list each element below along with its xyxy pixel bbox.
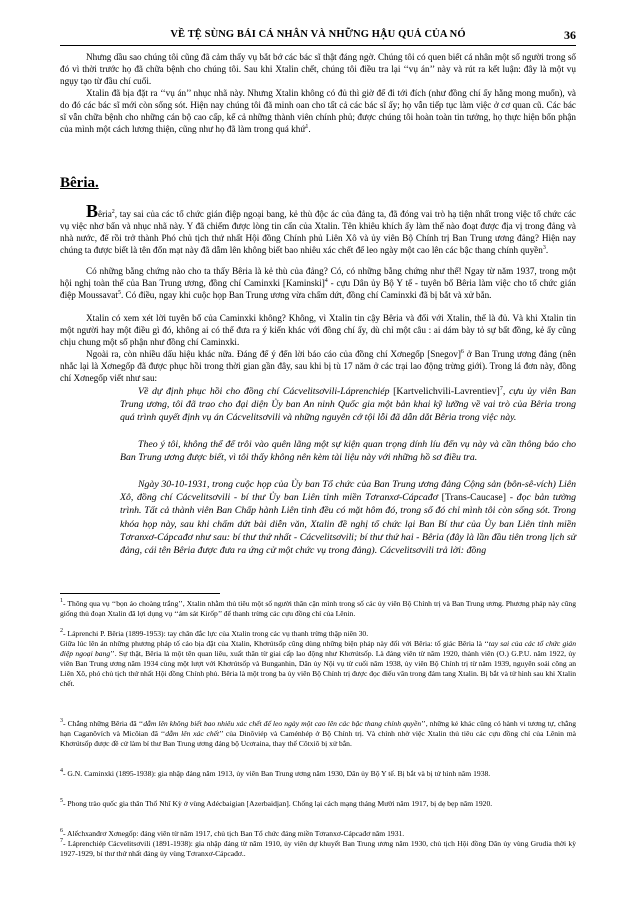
footnote-6: $^6$- Alếchxanđrơ Xơnegốp: đảng viên từ năm 1917, chủ tịch Ban Tổ chức đảng miền Tơranxơ-Cápcađơ năm 1931. [60,828,405,838]
footnote-2: $^2$- Láprenchi P. Bêria (1899-1953): tay chân đắc lực của Xtalin trong các vụ thanh trừng thập niên 30. Giữa lúc lên án những phương pháp tố cáo bịa đặt của Xtalin, Khơrútsốp cũng dùng những biện pháp này đối với Bêria: tố giác Bêria là ‘‘tay sai của các tổ chức gián điệp ngoại bang’’. Sự thật, Bêria là một tên quan liêu, xuất thân từ giai cấp lao động như Khơrútsốp. Là đảng viên từ năm 1920, thành viên (O.) G.P.U. năm 1922, ủy viên Ban Trung ương năm 1934 cùng một lượt với Khơrútsốp và Bunganhin, Dân ủy Nội vụ từ cuối năm 1938, ủy viên Bộ Chính trị từ năm 1939, nguyên soái công an Liên Xô, phó chủ tịch thứ nhất Hội đồng Chính phủ. Bêria là một trong ba ủy viên Bộ Chính trị được đọc điếu văn trong đám tang Xtalin. Bị bắt và tử hình sau khi Xtalin chết. [60,628,576,688]
drop-cap: B [86,201,99,221]
paragraph-4: Có những bằng chứng nào cho ta thấy Bêria là kẻ thù của đảng? Có, có những bằng chứng như thế! Ngay từ năm 1937, trong một hội nghị toàn thể của Ban Trung ương, đồng chí Caminxki [Kaminski]$^4$ - cựu Dân ủy Bộ Y tế - tuyên bố Bêria làm việc cho tổ chức gián điệp Moussavat$^5$. Có điều, ngay khi cuộc họp Ban Trung ương vừa chấm dứt, đồng chí Caminxki đã bị bắt và xử bắn. [60,266,576,300]
page-number: 36 [564,28,576,42]
header-rule [60,45,576,46]
footnote-3: $^3$- Chẳng những Bêria đã ‘‘dẫm lên không biết bao nhiêu xác chết để leo ngày một cao lên các bậc thang chính quyền’’, những kẻ khác cũng có hành vi tương tự, chẳng hạn Caganôvích và Micôian đã ‘‘dẫm lên xác chết’’ của Dinôviép và Caménhép ở Bộ Chính trị. Và chính nhờ việc Xtalin thủ tiêu các cựu đồng chí của Lênin mà Khơrútsốp được đề cử làm bí thư Ban Trung ương đảng bộ Ucơraina, thay thế Côtxiô bị xử bắn. [60,718,576,748]
footnote-7: $^7$- Láprenchiép Cácvelitsơvili (1891-1938): gia nhập đảng từ năm 1910, ủy viên dự khuyết Ban Trung ương năm 1930, chủ tịch Hội đồng Dân ủy vùng Grudia thời kỳ 1927-1929, bí thư thứ nhất đảng ủy vùng Tơranxơ-Cápcađơ.. [60,838,576,858]
paragraph-2: Xtalin đã bịa đặt ra ‘‘vụ án’’ nhục nhã này. Nhưng Xtalin không có đủ thì giờ để đi tới đích (như đồng chí ấy hằng mong muốn), và do đó các bác sĩ mới còn sống sót. Hiện nay chúng tôi đã minh oan cho tất cả các bác sĩ ấy; họ vẫn tiếp tục làm việc ở cơ quan cũ. Các bác sĩ vẫn chữa bệnh cho những cán bộ cao cấp, kể cả những thành viên chính phủ; được chúng tôi hoàn toàn tin tưởng, họ thực hiện bổn phận của mình một cách lương thiện, cũng như họ đã làm trong quá khứ$^1$. [60,88,576,134]
paragraph-6: Ngoài ra, còn nhiều dấu hiệu khác nữa. Đáng để ý đến lời báo cáo của đồng chí Xơnegốp [Snegov]$^6$ ở Ban Trung ương đảng (nên nhắc lại là Xơnegốp đã được phục hồi trong thời gian gần đây, sau khi bị tù 17 năm ở các trại lao động trừng giới). Trong lá đơn này, đồng chí Xơnegốp viết như sau: [60,349,576,383]
paragraph-5: Xtalin có xem xét lời tuyên bố của Caminxki không? Không, vì Xtalin tin cậy Bêria và đối với Xtalin, thế là đủ. Và khi Xtalin tin một người hay một điều gì đó, không ai có thể đưa ra ý kiến khác với đồng chí ấy, dù chỉ một câu : ai dám bày tỏ sự bất đồng, kẻ ấy cũng chịu chung một số phận như đồng chí Caminxki. [60,313,576,347]
footnote-rule [60,593,220,594]
section-heading: Bêria. [60,175,99,191]
quote-paragraph-2: Theo ý tôi, không thể để trôi vào quên lãng một sự kiện quan trọng dính líu đến vụ này và cần thông báo cho Ban Trung ương được biết, vì tôi thấy không nên kèm tài liệu này với những hồ sơ điều tra. [120,439,576,464]
paragraph-1: Nhưng dầu sao chúng tôi cũng đã cảm thấy vụ bắt bớ các bác sĩ thật đáng ngờ. Chúng tôi có quen biết cá nhân một số người trong số đó vì thời trước họ đã chữa bệnh cho chúng tôi. Sau khi Xtalin chết, chúng tôi điều tra lại ‘‘vụ án’’ này và rút ra kết luận: đây là một vụ ngụy tạo từ đầu chí cuối. [60,52,576,86]
footnote-1: $^1$- Thông qua vụ ‘‘bọn áo choàng trắng’’, Xtalin nhằm thủ tiêu một số người thân cận mình trong số các ủy viên Bộ Chính trị và Ban Trung ương. Phương pháp này cũng giống thủ đoạn Xtalin đã lợi dụng vụ ‘‘ám sát Kirốp’’ để thanh trừng các cựu đồng chí của Lênin. [60,598,576,618]
quote-paragraph-1: Về dự định phục hồi cho đồng chí Cácvelitsơvili-Láprenchiép [Kartvelichvili-Lavrentiev]$^7$, cựu ủy viên Ban Trung ương, tôi đã trao cho đại diện Ủy ban An ninh Quốc gia một bản khai kỹ lưỡng về vai trò của Bêria trong quá trình quyết định vụ án Cácvelitsơvili và những nguyên cớ tội lỗi đã dẫn dắt Bêria trong việc này. [120,386,576,424]
footnote-4: $^4$- G.N. Caminxki (1895-1938): gia nhập đảng năm 1913, ủy viên Ban Trung ương năm 1930, Dân ủy Bộ Y tế. Bị bắt và bị tử hình năm 1938. [60,768,491,778]
header-title: VỀ TỆ SÙNG BÁI CÁ NHÂN VÀ NHỮNG HẬU QUẢ CỦA NÓ [170,29,466,40]
footnote-5: $^5$- Phong trào quốc gia thân Thổ Nhĩ Kỳ ở vùng Adécbaigian [Azerbaidjan]. Chống lại cách mạng tháng Mười năm 1917, bị dẹ bẹp năm 1920. [60,798,493,808]
quote-paragraph-3: Ngày 30-10-1931, trong cuộc họp của Ủy ban Tổ chức của Ban Trung ương đảng Cộng sản (bôn-sê-vích) Liên Xô, đồng chí Cácvelitsơvili - bí thư Ủy ban Liên tỉnh miền Tơranxơ-Cápcađơ [Trans-Caucase] - đọc bản tường trình. Tất cả thành viên Ban Chấp hành Liên tỉnh đều có mặt hôm đó, trong số đó chỉ mình tôi còn sống sót. Trong khóa họp này, sau khi chấm dứt bài diễn văn, Xtalin đề nghị tổ chức lại Ban Bí thư của Ủy ban Liên tỉnh miền Tơranxơ-Cápcađơ như sau: bí thư thứ nhất - Cácvelitsơvili; bí thư thứ hai - Bêria (đây là lần đầu tiên trong lịch sử đảng, cái tên Bêria được đưa ra ứng cử một chức vụ trong đảng). Cácvelitsơvili trả lời: đồng [120,479,576,557]
page-header [60,29,576,43]
paragraph-3: Bêria$^2$, tay sai của các tổ chức gián điệp ngoại bang, kẻ thù độc ác của đảng ta, đã đóng vai trò hạ tiện nhất trong việc tổ chức các vụ việc nhơ bẩn và nhục nhã này. Y đã chiếm được lòng tin cẩn của Xtalin. Tên khiêu khích ấy làm thế nào đoạt được địa vị trong đảng và nhà nước, để rồi trở thành Phó chủ tịch thứ nhất Hội đồng Chính phủ Liên Xô và ủy viên Bộ Chính trị Ban Trung ương đảng? Hiện nay chúng ta được biết là tên đốn mạt này đã dẫm lên không biết bao nhiêu xác chết để leo ngày một cao lên các bậc thang chính quyền$^3$. [60,201,576,255]
